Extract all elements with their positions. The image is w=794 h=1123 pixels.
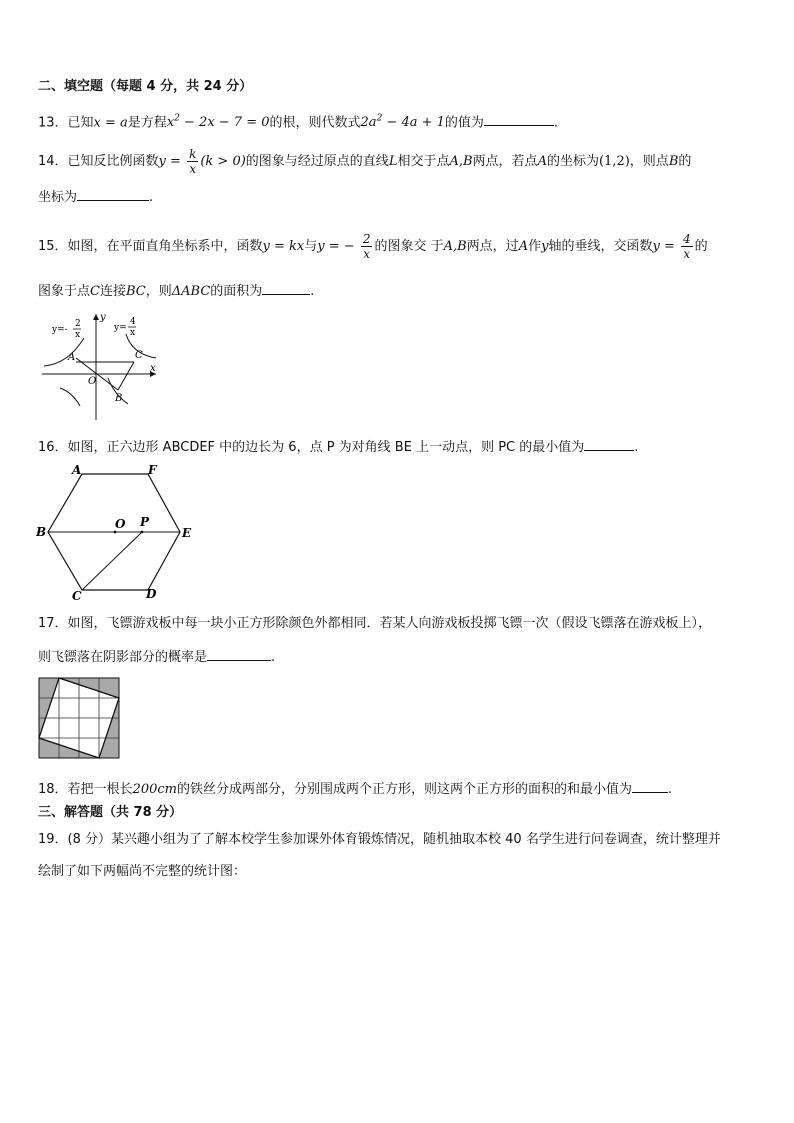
q15-coordinate-figure [38, 310, 162, 422]
q13-cond: x = a [93, 115, 128, 131]
q14-mid3: 两点，若点 [472, 154, 538, 169]
q15-mid6: 的 [694, 239, 708, 254]
label-left-func: y=- [52, 325, 68, 335]
question-17-line2 [38, 646, 275, 668]
q15-line2d: 的面积为 [210, 284, 263, 299]
q17-line2: 则飞镖落在阴影部分的概率是 [38, 650, 208, 665]
q17-dartboard-figure [38, 677, 122, 761]
question-15-line2 [38, 280, 314, 302]
section-title-fill-blank: 二、填空题（每题 4 分，共 24 分） [38, 79, 253, 94]
q14-points: A,B [449, 154, 473, 169]
q16-text: 16．如图，正六边形 ABCDEF 中的边长为 6，点 P 为对角线 BE 上一动点，则 PC 的最小值为 [38, 440, 585, 455]
q18-end: . [667, 782, 673, 797]
q14-mid2: 相交于点 [397, 154, 450, 169]
point-label-B: B [115, 393, 123, 404]
q17-end: . [271, 650, 276, 665]
q15-point-A: A [518, 239, 529, 254]
q15-end: . [310, 284, 315, 299]
point-label-P: P [140, 515, 150, 529]
question-19-line2: 绘制了如下两幅尚不完整的统计图： [38, 864, 247, 879]
q16-hexagon-figure [36, 462, 196, 602]
point-label-O: O [115, 517, 126, 531]
q14-end: . [149, 190, 154, 205]
q14-coord: (1,2) [598, 154, 630, 169]
q15-func3: y = $\frac{4}{x}$ [652, 232, 691, 261]
q18-suffix: 的铁丝分成两部分，分别围成两个正方形，则这两个正方形的面积的和最小值为 [176, 782, 632, 797]
section-title-answer: 三、解答题（共 78 分） [38, 805, 183, 820]
axis-label-y: y [100, 312, 106, 323]
question-14-line2 [38, 186, 153, 208]
label-right-func: y= [114, 323, 127, 333]
q15-points: A,B [443, 239, 467, 254]
label-right-num: 4 [130, 317, 136, 327]
q13-mid1: 是方程 [127, 115, 167, 131]
q15-line2c: ，则 [145, 284, 172, 299]
q15-mid5: 轴的垂线，交函数 [548, 239, 653, 254]
q15-triangle: ΔABC [171, 284, 211, 299]
vertex-label-B: B [36, 525, 47, 539]
question-15 [38, 232, 708, 261]
answer-blank[interactable] [632, 778, 668, 793]
q13-mid2: 的根，则代数式 [269, 115, 361, 131]
answer-blank[interactable] [77, 186, 149, 201]
question-17 [38, 614, 711, 634]
q15-point-C: C [90, 284, 100, 299]
q14-point-B: B [668, 154, 679, 169]
q15-prefix: 15．如图，在平面直角坐标系中，函数 [38, 239, 263, 254]
point-label-A: A [68, 352, 76, 363]
q15-func1: y = kx [262, 239, 305, 254]
q14-line-L: L [388, 154, 398, 169]
label-left-den: x [75, 330, 81, 340]
vertex-label-E: E [182, 526, 192, 540]
q15-mid3: 两点，过 [466, 239, 519, 254]
segment-BC [118, 362, 134, 390]
q16-end: . [634, 440, 639, 455]
q14-prefix: 14．已知反比例函数 [38, 154, 159, 169]
answer-blank[interactable] [584, 436, 634, 451]
q15-line2a: 图象于点 [38, 284, 91, 299]
q15-axis-y: y [541, 239, 549, 254]
segment-PC [82, 532, 142, 590]
q13-end: . [553, 115, 559, 131]
label-left-num: 2 [75, 319, 81, 329]
question-18 [38, 778, 672, 800]
q18-length-value: 200cm [132, 782, 177, 797]
q14-mid5: ，则点 [629, 154, 669, 169]
q14-mid6: 的 [678, 154, 692, 169]
q15-func2: y = − $\frac{2}{x}$ [317, 232, 371, 261]
axis-label-x: x [150, 363, 156, 374]
q15-line2b: 连接 [99, 284, 126, 299]
vertex-label-D: D [146, 587, 157, 601]
point-O [114, 531, 117, 534]
q13-suffix: 的值为 [444, 115, 484, 131]
q14-function: y = $\frac{k}{x}$ (k > 0) [158, 147, 246, 176]
q14-point-A: A [537, 154, 547, 169]
answer-blank[interactable] [484, 111, 554, 126]
q15-segment-BC: BC [125, 284, 146, 299]
origin-label: O [88, 376, 97, 387]
question-16 [38, 436, 638, 458]
q14-line2: 坐标为 [38, 190, 78, 205]
answer-blank[interactable] [262, 280, 310, 295]
question-19: 19．(8 分）某兴趣小组为了了解本校学生参加课外体育锻炼情况，随机抽取本校 40 名学生进行问卷调查，统计整理并 [38, 832, 721, 847]
vertex-label-C: C [72, 589, 82, 602]
q14-mid4: 的坐标为 [546, 154, 599, 169]
answer-blank[interactable] [207, 646, 271, 661]
curve-4-over-x-branch [60, 388, 80, 406]
label-right-den: x [130, 328, 136, 338]
y-axis-arrow [93, 314, 99, 320]
q15-mid2: 的图象交 于 [374, 239, 444, 254]
q13-prefix: 13．已知 [38, 115, 94, 131]
q15-mid1: 与 [304, 239, 318, 254]
vertex-label-A: A [72, 463, 82, 477]
point-P [141, 531, 144, 534]
vertex-label-F: F [148, 463, 157, 477]
q13-expression: $2a^2 - 4a + 1$ [360, 114, 445, 131]
question-14 [38, 147, 691, 176]
question-13 [38, 109, 558, 133]
q15-mid4: 作 [528, 239, 542, 254]
point-label-C: C [135, 350, 143, 361]
q14-mid1: 的图象与经过原点的直线 [245, 154, 389, 169]
q17-line1: 17．如图，飞镖游戏板中每一块小正方形除颜色外都相同．若某人向游戏板投掷飞镖一次（假设飞镖落在游戏板上）， [38, 616, 712, 631]
q13-equation: $x^2 - 2x - 7 = 0$ [166, 114, 270, 131]
q18-prefix: 18．若把一根长 [38, 782, 133, 797]
